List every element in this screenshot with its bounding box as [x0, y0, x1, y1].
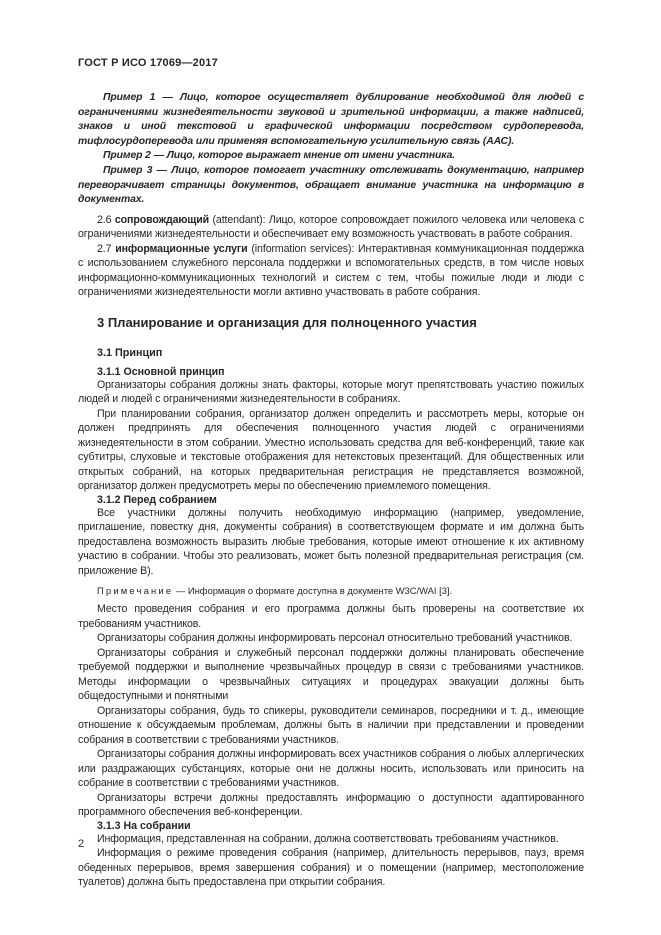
note-paragraph [78, 584, 584, 597]
term-2-6-name: сопровождающий [114, 213, 210, 226]
paragraph: Информация, представленная на собрании, должна соответствовать требованиям участников. [97, 832, 559, 845]
page-content [78, 57, 584, 890]
term-2-7-name: информационные услуги [115, 242, 248, 255]
term-2-7-number: 2.7 [97, 242, 112, 255]
example-2-paragraph: Пример 2 — Лицо, которое выражает мнение от имени участника. [103, 150, 456, 162]
paragraph: Организаторы собрания и служебный персонал поддержки должны планировать обеспечение требуемой поддержки и выполнение чрезвычайных процедур в связи с требованиями участников. Методы информации о чрезвычайных ситуациях и процедурах эвакуации должны быть общедоступными и понятными [78, 646, 584, 703]
paragraph: Информация о режиме проведения собрания (например, длительность перерывов, пауз, время обеденных перерывов, время завершения собрания) и о помещении (например, местоположение туалетов) должна быть предоставлена при открытии собрания. [78, 847, 584, 889]
paragraph: При планировании собрания, организатор должен определить и рассмотреть меры, которые он должен предпринять для обеспечения полноценного участия людей с ограничениями жизнедеятельности в этом собрании. Уместно использовать средства для веб-конференций, такие как субтитры, слуховые и текстовые отображения для нетекстовых презентаций. Для общественных или открытых собраний, на которых предварительная регистрация не представляется возможной, организатор должен предусмотреть меры по обеспечению приемлемого помещения. [78, 407, 584, 493]
section-3-1-1-heading: 3.1.1 Основной принцип [97, 365, 225, 378]
paragraph: Организаторы собрания должны информировать всех участников собрания о любых аллергических или раздражающих субстанциях, которые они не должны носить, использовать или приносить на собрание в соответствии с требованиями участников. [78, 748, 584, 790]
term-2-7 [78, 242, 584, 300]
term-2-6-definition: (attendant): Лицо, которое сопровождает пожилого человека или человека с ограничениями жизнедеятельности и обеспечивает ему возможность участвовать в работе собрания. [78, 213, 585, 241]
term-2-7-definition: (information services): Интерактивная коммуникационная поддержка с использованием служебного персонала поддержки и вспомогательных средств, в том числе новых информационно-коммуникационных технологий и систем с тем, чтобы пожилые люди и люди с ограничениями жизнедеятельности могли активно участвовать в работе собрания. [78, 242, 584, 299]
example-1-paragraph: Пример 1 — Лицо, которое осуществляет дублирование необходимой для людей с ограничениями жизнедеятельности звуковой и зрительной информации, а также надписей, знаков и иной текстовой и графической информации посредством сурдоперевода, тифлосурдоперевода или применяя вспомогательную усилительную связь (ААС). [78, 92, 584, 147]
paragraph: Организаторы собрания должны знать факторы, которые могут препятствовать участию пожилых людей и людей с ограничениями жизнедеятельности в собраниях. [78, 378, 584, 406]
document-header: ГОСТ Р ИСО 17069—2017 [78, 57, 218, 69]
section-3-1-2-heading: 3.1.2 Перед собранием [97, 493, 217, 506]
paragraph: Организаторы собрания, будь то спикеры, руководители семинаров, посредники и т. д., имеющие отношение к обсуждаемым проблемам, должны быть в наличии при представлении и проведении собрания в соответствии с требованиями участников. [78, 704, 584, 746]
section-3-1-3-heading: 3.1.3 На собрании [97, 819, 191, 832]
note-label: Примечание [97, 585, 174, 597]
paragraph: Место проведения собрания и его программа должны быть проверены на соответствие их требованиям участников. [78, 603, 584, 630]
page-number: 2 [78, 838, 85, 850]
paragraph: Организаторы встречи должны предоставлять информацию о доступности адаптированного программного обеспечения веб-конференции. [78, 791, 584, 819]
paragraph: Все участники должны получить необходимую информацию (например, уведомление, приглашение, повестку дня, документы собрания) в соответствующем формате и им должна быть предоставлена возможность выразить любые требования, которые имеют отношение к их активному участию в собрании. Чтобы это реализовать, может быть полезной предварительная регистрация (см. приложение В). [78, 506, 584, 577]
example-3-paragraph: Пример 3 — Лицо, которое помогает участнику отслеживать документацию, например переворачивает страницы документов, обращает внимание участника на информацию в документах. [78, 164, 584, 206]
section-3-heading: 3 Планирование и организация для полноценного участия [97, 314, 477, 330]
note-text: — Информация о формате доступна в документе W3C/WAI [3]. [175, 585, 453, 597]
terms-block [78, 213, 584, 300]
term-2-6-number: 2.6 [97, 213, 112, 226]
section-3-1-heading: 3.1 Принцип [97, 346, 163, 359]
paragraph: Организаторы собрания должны информировать персонал относительно требований участников. [97, 632, 573, 645]
term-2-6 [78, 213, 584, 242]
